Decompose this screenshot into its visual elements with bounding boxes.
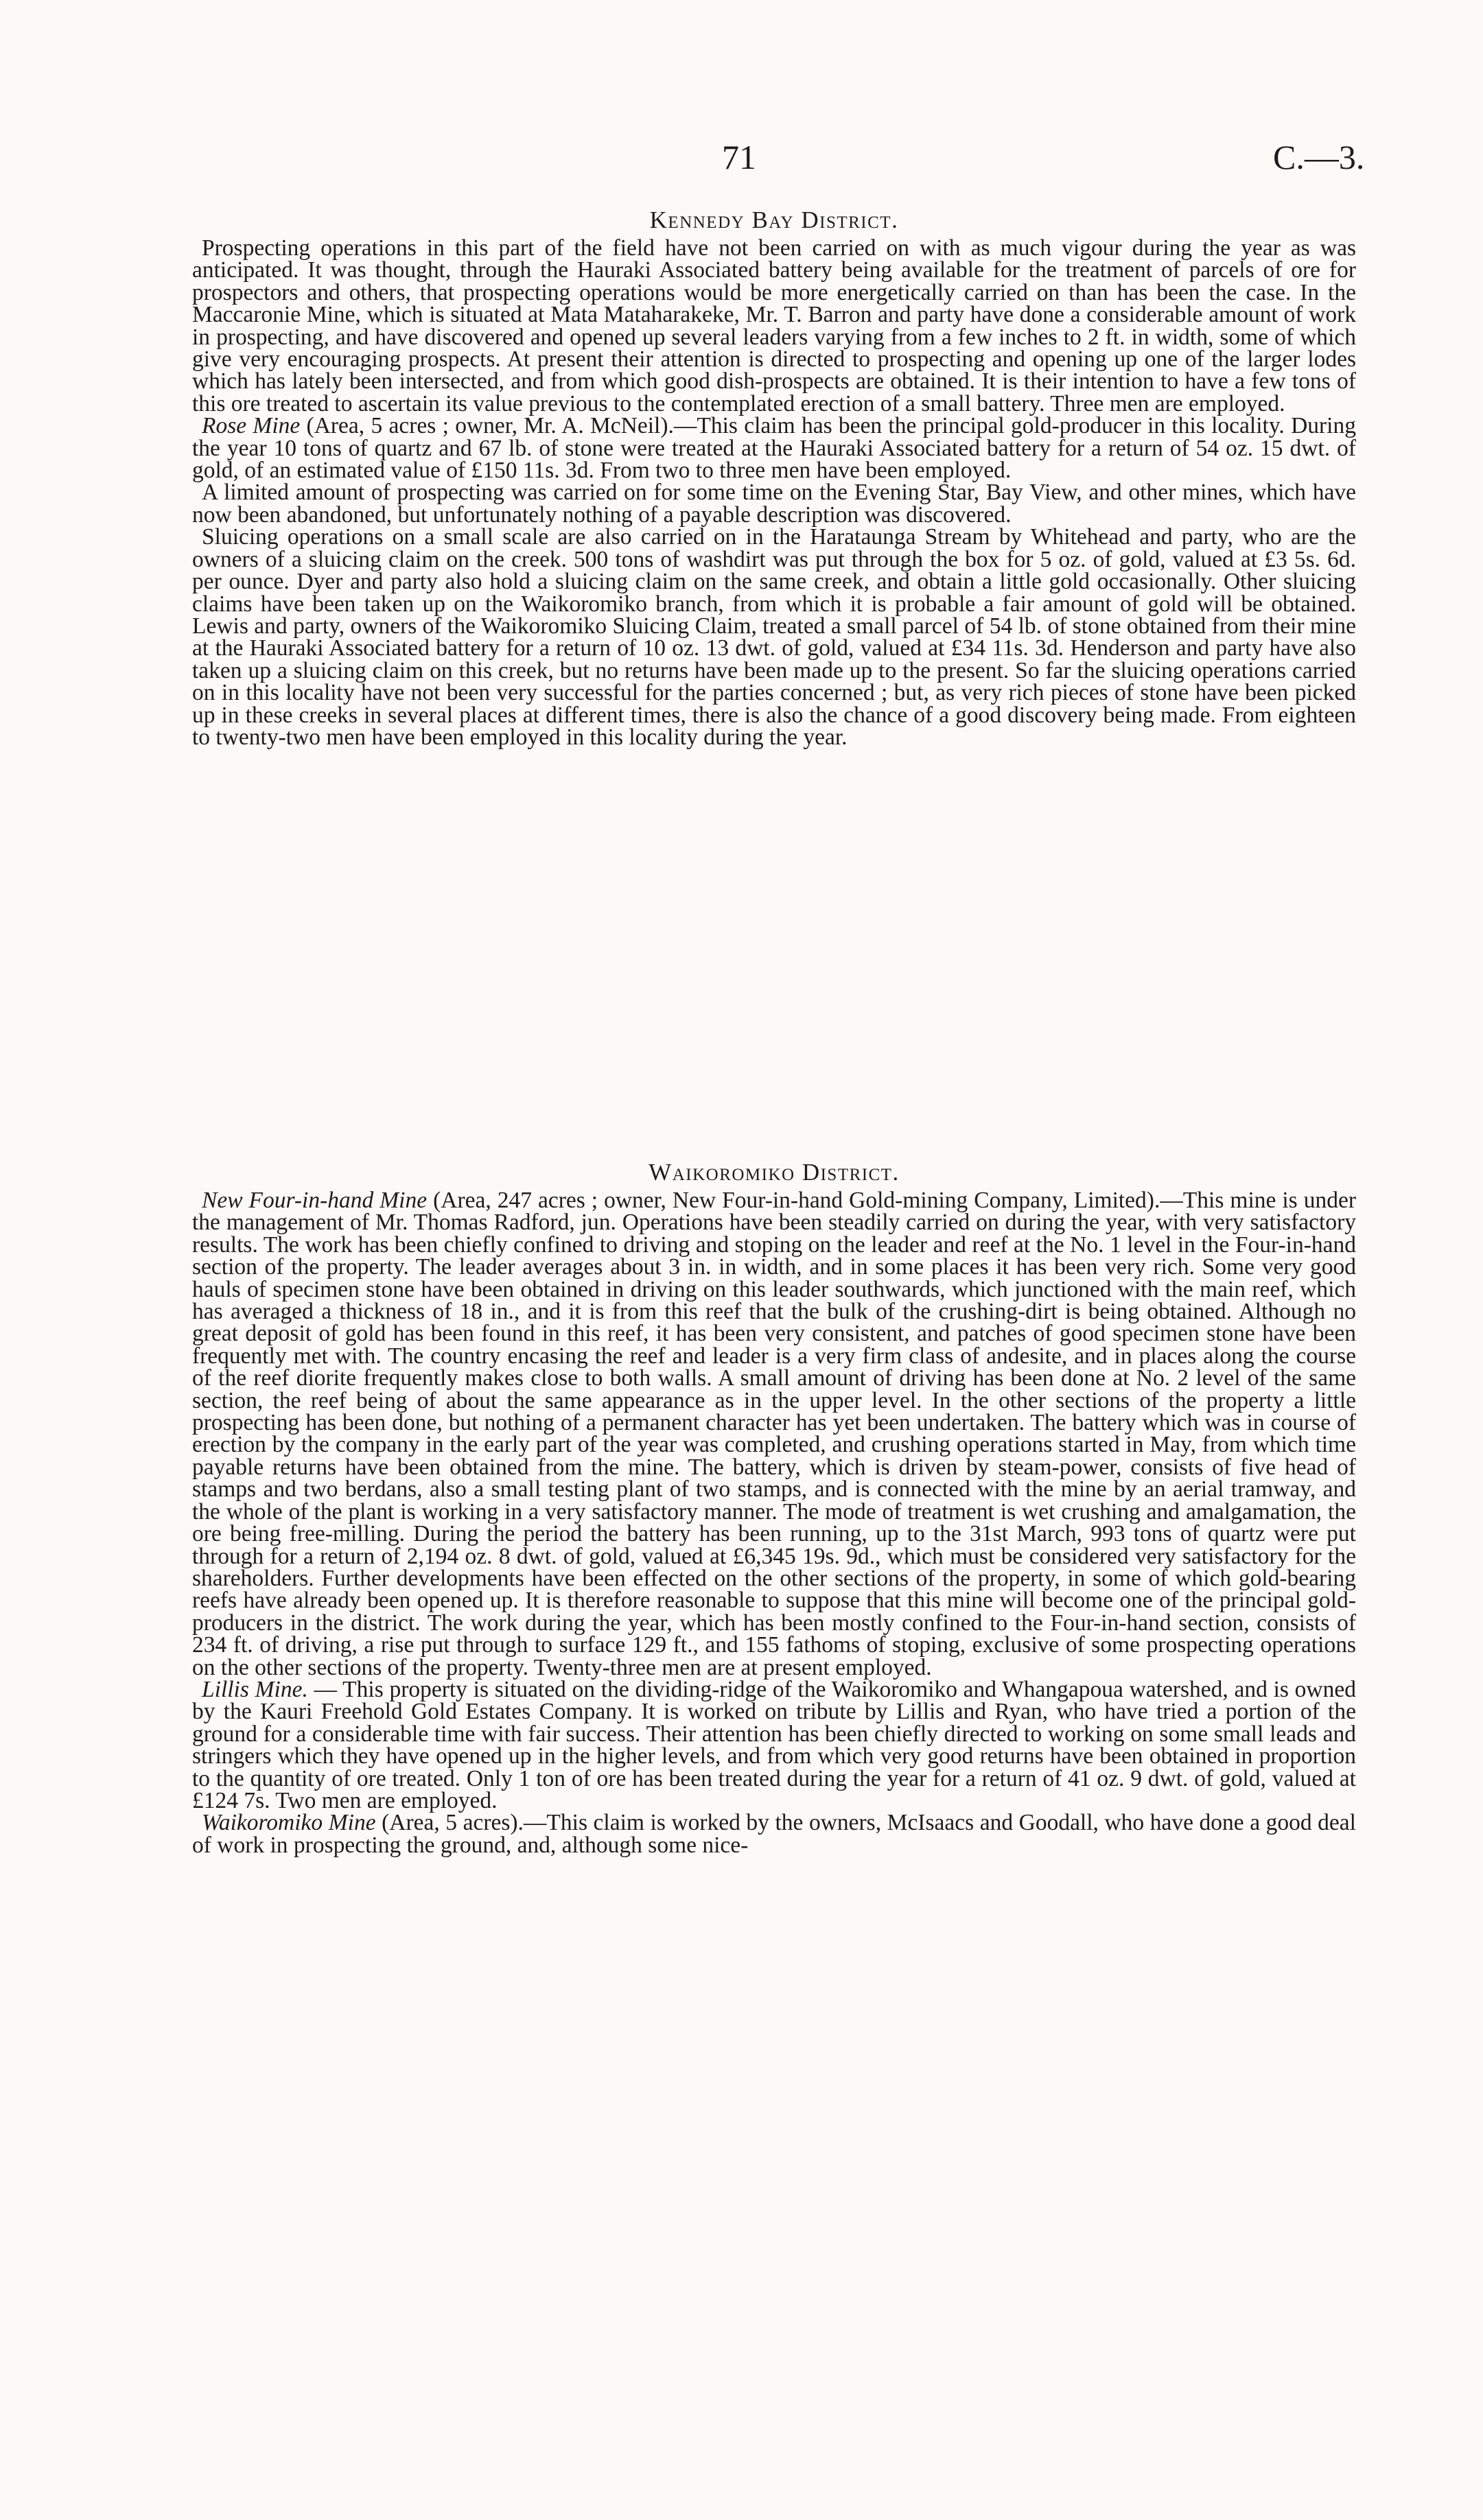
paragraph-new-four-in-hand-text: (Area, 247 acres ; owner, New Four-in-hand Gold-mining Company, Limited).—This mine is under the management of Mr. Thomas Radford, jun. Operations have been steadily carried on during the year, with very satisfactory results. The work has been chiefly confined to driving and stoping on the leader and reef at the No. 1 level in the Four-in-hand section of the property. The leader averages about 3 in. in width, and in some places it has been very rich. Some very good hauls of specimen stone have been obtained in driving on this leader southwards, which junctioned with the main reef, which has averaged a thickness of 18 in., and it is from this reef that the bulk of the crushing-dirt is being obtained. Although no great deposit of gold has been found in this reef, it has been very consistent, and patches of good specimen stone have been frequently met with. The country encasing the reef and leader is a very firm class of andesite, and in places along the course of the reef diorite frequently makes close to both walls. A small amount of driving has been done at No. 2 level of the same section, the reef being of about the same appearance as in the upper level. In the other sections of the property a little prospecting has been done, but nothing of a permanent character has yet been undertaken. The battery which was in course of erection by the company in the early part of the year was completed, and crushing operations started in May, from which time payable returns have been obtained from the mine. The battery, which is driven by steam-power, consists of five head of stamps and two berdans, also a small testing plant of two stamps, and is connected with the mine by an aerial tramway, and the whole of the plant is working in a very satisfactory manner. The mode of treatment is wet crushing and amalgamation, the ore being free-milling. During the period the battery has been running, up to the 31st March, 993 tons of quartz were put through for a return of 2,194 oz. 8 dwt. of gold, valued at £6,345 19s. 9d., which must be considered very satisfactory for the shareholders. Further developments have been effected on the other sections of the property, in some of which gold-bearing reefs have already been opened up. It is therefore reasonable to suppose that this mine will become one of the principal gold-producers in the district. The work during the year, which has been mostly confined to the Four-in-hand section, consists of 234 ft. of driving, a rise put through to surface 129 ft., and 155 fathoms of stoping, exclusive of some prospecting operations on the other sections of the property. Twenty-three men are at present employed.: [192, 1188, 1356, 1680]
paragraph-sluicing: Sluicing operations on a small scale are also carried on in the Harataunga Stream by Whitehead and party, who are the owners of a sluicing claim on the creek. 500 tons of washdirt was put through the box for 5 oz. of gold, valued at £3 5s. 6d. per ounce. Dyer and party also hold a sluicing claim on the same creek, and obtain a little gold occasionally. Other sluicing claims have been taken up on the Waikoromiko branch, from which it is probable a fair amount of gold will be obtained. Lewis and party, owners of the Waikoromiko Sluicing Claim, treated a small parcel of 54 lb. of stone obtained from their mine at the Hauraki Associated battery for a return of 10 oz. 13 dwt. of gold, valued at £34 11s. 3d. Henderson and party have also taken up a sluicing claim on this creek, but no returns have been made up to the present. So far the sluicing operations carried on in this locality have not been very successful for the parties concerned ; but, as very rich pieces of stone have been picked up in these creeks in several places at different times, there is also the chance of a good discovery being made. From eighteen to twenty-two men have been employed in this locality during the year.: [192, 524, 1356, 750]
paragraph-new-four-in-hand: [192, 1190, 1356, 1679]
section-heading-waikoromiko: Waikoromiko District.: [649, 1159, 900, 1186]
paragraph-limited-prospecting: A limited amount of prospecting was carried on for some time on the Evening Star, Bay View, and other mines, which have now been abandoned, but unfortunately nothing of a payable description was discovered.: [192, 480, 1356, 528]
paragraph-prospecting: Prospecting operations in this part of the field have not been carried on with as much vigour during the year as was anticipated. It was thought, through the Hauraki Associated battery being available for the treatment of parcels of ore for prospectors and others, that prospecting operations would be more energetically carried on than has been the case. In the Maccaronie Mine, which is situated at Mata Mataharakeke, Mr. T. Barron and party have done a considerable amount of work in prospecting, and have discovered and opened up several leaders varying from a few inches to 2 ft. in width, some of which give very encouraging prospects. At present their attention is directed to prospecting and opening up one of the larger lodes which has lately been intersected, and from which good dish-prospects are obtained. It is their intention to have a few tons of this ore treated to ascertain its value previous to the contemplated erection of a small battery. Three men are employed.: [192, 235, 1356, 416]
paragraph-rose-mine-text: (Area, 5 acres ; owner, Mr. A. McNeil).—This claim has been the principal gold-producer in this locality. During the year 10 tons of quartz and 67 lb. of stone were treated at the Hauraki Associated battery for a return of 54 oz. 15 dwt. of gold, of an estimated value of £150 11s. 3d. From two to three men have been employed.: [192, 413, 1356, 484]
section-kennedy-bay: [192, 207, 1356, 749]
mine-name-new-four-in-hand: New Four-in-hand Mine: [202, 1188, 428, 1213]
paragraph-rose-mine: [192, 415, 1356, 482]
paragraph-lillis-mine-text: — This property is situated on the dividing-ridge of the Waikoromiko and Whangapoua watershed, and is owned by the Kauri Freehold Gold Estates Company. It is worked on tribute by Lillis and Ryan, who have tried a portion of the ground for a considerable time with fair success. Their attention has been chiefly directed to working on some small leads and stringers which they have opened up in the higher levels, and from which very good returns have been obtained in proportion to the quantity of ore treated. Only 1 ton of ore has been treated during the year for a return of 41 oz. 9 dwt. of gold, valued at £124 7s. Two men are employed.: [192, 1676, 1356, 1813]
page-number: 71: [722, 138, 756, 176]
paragraph-waikoromiko-mine: [192, 1812, 1356, 1857]
paragraph-lillis-mine: [192, 1676, 1356, 1813]
mine-name-waikoromiko: Waikoromiko Mine: [202, 1810, 376, 1836]
section-heading-kennedy-bay: Kennedy Bay District.: [649, 207, 899, 233]
section-waikoromiko: [192, 1159, 1356, 1857]
mine-name-lillis: Lillis Mine.: [202, 1676, 308, 1702]
paragraph-waikoromiko-mine-text: (Area, 5 acres).—This claim is worked by the owners, McIsaacs and Goodall, who have done a good deal of work in prospecting the ground, and, although some nice-: [192, 1810, 1356, 1858]
mine-name-rose: Rose Mine: [202, 413, 301, 439]
document-reference: C.—3.: [1273, 138, 1365, 176]
